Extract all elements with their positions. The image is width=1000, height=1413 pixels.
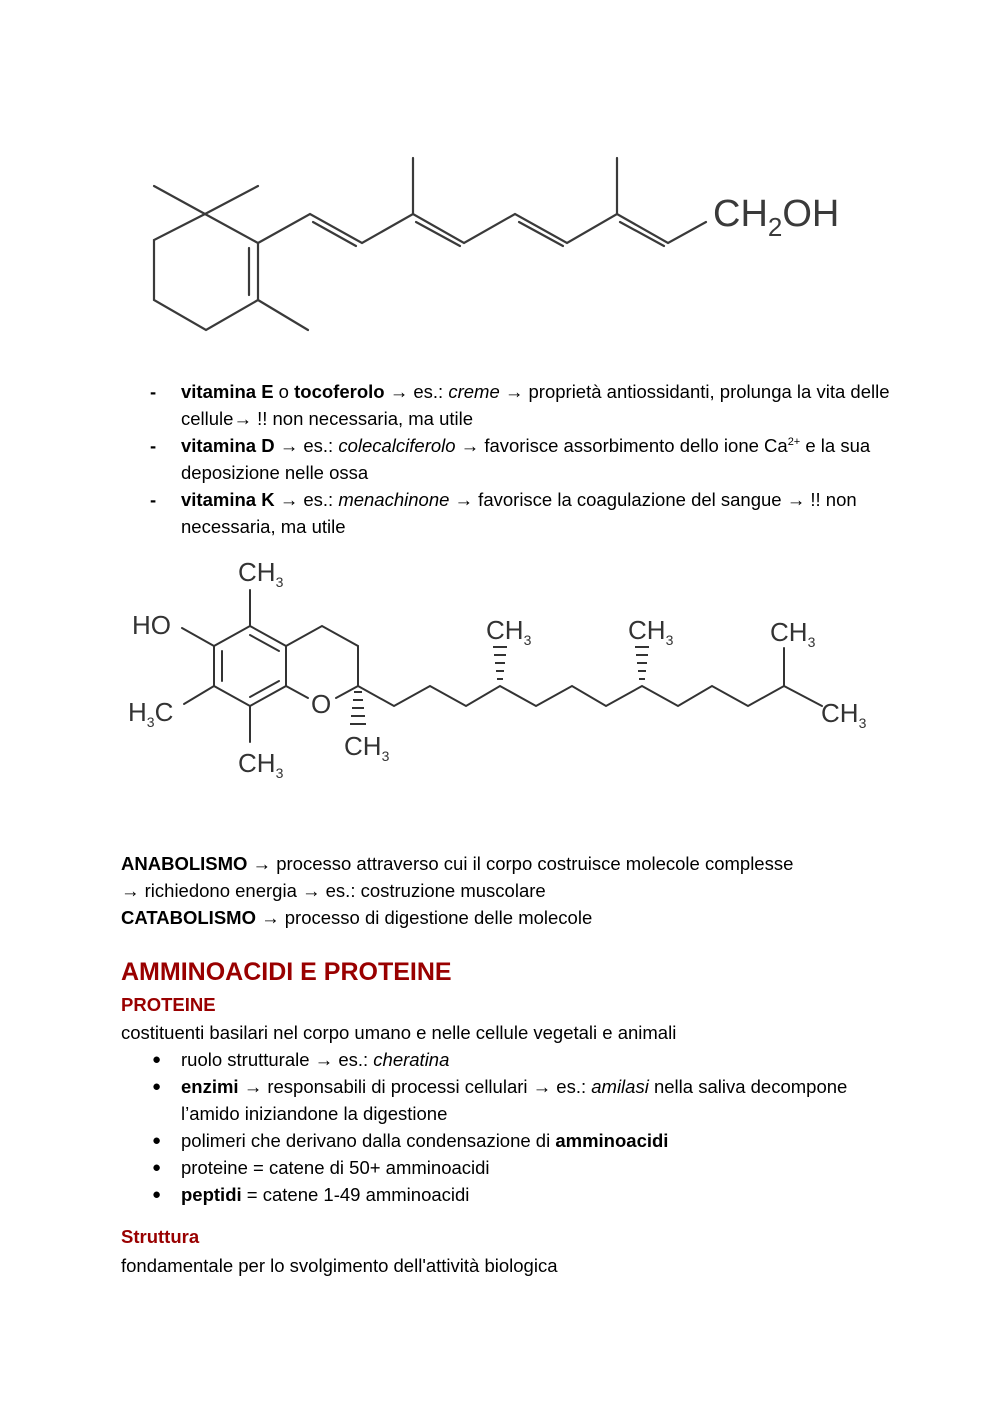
methyl-sub: 3 xyxy=(665,632,674,648)
amminoacidi-term: amminoacidi xyxy=(555,1130,669,1151)
vitamin-k-name: vitamina K xyxy=(181,489,275,510)
anabolism-term: ANABOLISMO xyxy=(121,853,248,874)
proteine-intro: costituenti basilari nel corpo umano e nelle cellule vegetali e animali xyxy=(121,1022,677,1043)
list-item xyxy=(150,1127,850,1154)
list-item xyxy=(150,1073,850,1127)
calcium-charge: 2+ xyxy=(787,435,801,448)
vitamin-d-description-end: e la sua deposizione nelle ossa xyxy=(181,435,871,483)
example-cheratina: cheratina xyxy=(373,1049,450,1070)
list-item xyxy=(150,1181,850,1208)
svg-text:CH2OH xyxy=(713,193,839,242)
bullet-text: → responsabili di processi cellulari → es.: xyxy=(238,1076,592,1097)
methyl-label: CH xyxy=(628,615,666,645)
bullet-dot: ● xyxy=(152,1186,162,1203)
svg-text:CH3 xyxy=(628,615,674,648)
retinol-group-sub: 2 xyxy=(767,212,783,242)
vitamin-d-description: → favorisce assorbimento dello ione Ca xyxy=(455,435,788,456)
bullet-text: = catene 1-49 amminoacidi xyxy=(241,1184,470,1205)
section-title: AMMINOACIDI E PROTEINE xyxy=(121,958,452,986)
list-bullet: - xyxy=(150,435,157,456)
methyl-label: CH xyxy=(238,557,276,587)
anabolism-line2: → richiedono energia → es.: costruzione muscolare xyxy=(121,880,546,901)
vitamin-d-name: vitamina D xyxy=(181,435,275,456)
ring-oxygen-label: O xyxy=(311,689,332,719)
methyl-sub: 3 xyxy=(858,715,867,731)
example-prefix: → es.: xyxy=(274,435,339,456)
svg-text:CH3 xyxy=(238,748,284,781)
list-bullet: - xyxy=(150,489,157,510)
methyl-label: CH xyxy=(486,615,524,645)
example-prefix: → es.: xyxy=(384,381,449,402)
proteine-heading: PROTEINE xyxy=(121,994,216,1015)
retinol-structure-diagram xyxy=(0,0,1000,345)
bullet-dot: ● xyxy=(152,1132,162,1149)
enzimi-term: enzimi xyxy=(181,1076,239,1097)
catabolism-text: → processo di digestione delle molecole xyxy=(255,907,593,928)
list-item-vitamin-k xyxy=(150,486,890,540)
example-creme: creme xyxy=(448,381,500,402)
methyl-sub: 3 xyxy=(807,634,816,650)
methyl-sub: 3 xyxy=(381,748,390,764)
bullet-text: ruolo strutturale → es.: xyxy=(181,1049,374,1070)
methyl-label: H xyxy=(128,697,147,727)
catabolism-term: CATABOLISMO xyxy=(121,907,256,928)
methyl-sub: 3 xyxy=(275,574,284,590)
svg-text:H3C xyxy=(128,697,173,730)
methyl-label: CH xyxy=(344,731,382,761)
anabolism-text: → processo attraverso cui il corpo costruisce molecole complesse xyxy=(247,853,794,874)
svg-text:CH3 xyxy=(486,615,532,648)
svg-text:CH3 xyxy=(821,698,867,731)
methyl-label: C xyxy=(154,697,174,727)
bullet-dot: ● xyxy=(152,1078,162,1095)
conj-text: o xyxy=(273,381,295,402)
bullet-dot: ● xyxy=(152,1051,162,1068)
svg-text:CH3 xyxy=(238,557,284,590)
methyl-label: CH xyxy=(770,617,808,647)
vitamins-list xyxy=(150,378,890,540)
retinol-group-label: CH xyxy=(713,193,768,235)
methyl-sub: 3 xyxy=(146,714,155,730)
struttura-text: fondamentale per lo svolgimento dell'attività biologica xyxy=(121,1255,558,1276)
example-colecalciferolo: colecalciferolo xyxy=(338,435,456,456)
tocopherol-structure-diagram xyxy=(0,548,1000,798)
methyl-sub: 3 xyxy=(275,765,284,781)
example-amilasi: amilasi xyxy=(591,1076,649,1097)
methyl-sub: 3 xyxy=(523,632,532,648)
list-item xyxy=(150,1154,850,1181)
svg-text:CH3 xyxy=(770,617,816,650)
hydroxyl-label: HO xyxy=(132,610,171,640)
peptidi-term: peptidi xyxy=(181,1184,242,1205)
bullet-text: nella saliva decompone l’amido iniziandone la digestione xyxy=(181,1076,848,1124)
retinol-group-tail: OH xyxy=(782,193,840,235)
vitamin-e-description: → proprietà antiossidanti, prolunga la vita delle cellule→ !! non necessaria, ma utile xyxy=(181,381,890,429)
list-bullet: - xyxy=(150,381,157,402)
tocoferolo-term: tocoferolo xyxy=(294,381,385,402)
list-item-vitamin-d xyxy=(150,432,890,486)
methyl-label: CH xyxy=(821,698,859,728)
example-prefix: → es.: xyxy=(274,489,339,510)
vitamin-e-name: vitamina E xyxy=(181,381,274,402)
struttura-heading: Struttura xyxy=(121,1226,200,1247)
bullet-dot: ● xyxy=(152,1159,162,1176)
methyl-label: CH xyxy=(238,748,276,778)
proteine-list xyxy=(150,1046,850,1208)
example-menachinone: menachinone xyxy=(338,489,450,510)
list-item-vitamin-e xyxy=(150,378,890,432)
bullet-text: polimeri che derivano dalla condensazione di xyxy=(181,1130,556,1151)
bullet-text: proteine = catene di 50+ amminoacidi xyxy=(181,1157,490,1178)
anabolism-paragraph xyxy=(121,850,881,931)
svg-text:CH3 xyxy=(344,731,390,764)
vitamin-k-description: → favorisce la coagulazione del sangue → !! non necessaria, ma utile xyxy=(181,489,857,537)
list-item xyxy=(150,1046,850,1073)
